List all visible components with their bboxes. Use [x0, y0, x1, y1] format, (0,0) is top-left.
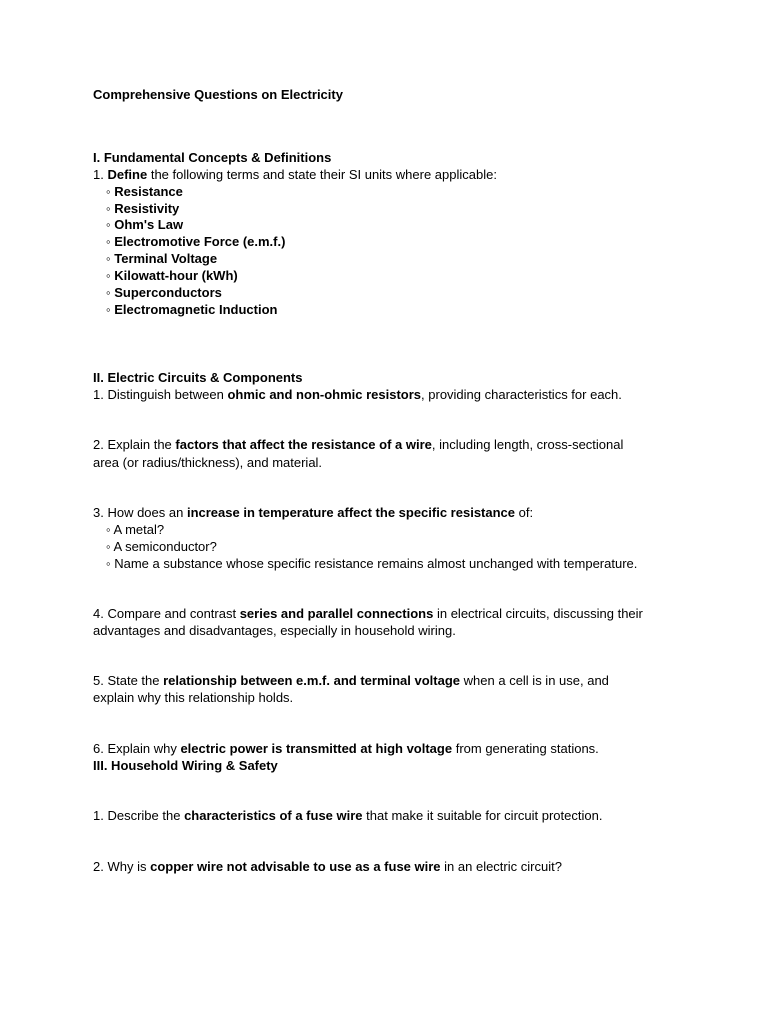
sub-question-item: ◦ A metal?	[106, 522, 165, 537]
section-2-question-4: 4. Compare and contrast series and parallel connections in electrical circuits, discussing their	[93, 606, 643, 621]
section-2-heading: II. Electric Circuits & Components	[93, 370, 303, 385]
section-2-question-5: 5. State the relationship between e.m.f. and terminal voltage when a cell is in use, and	[93, 673, 609, 688]
section-2-question-2-line-2: area (or radius/thickness), and material.	[93, 455, 323, 470]
section-2-question-5-line-2: explain why this relationship holds.	[93, 690, 294, 705]
section-1-question-1: 1. Define the following terms and state their SI units where applicable:	[93, 167, 497, 182]
section-2-question-6: 6. Explain why electric power is transmitted at high voltage from generating stations.	[93, 741, 599, 756]
term-item: ◦ Resistance	[106, 184, 183, 199]
section-2-question-1: 1. Distinguish between ohmic and non-ohmic resistors, providing characteristics for each.	[93, 387, 622, 402]
section-1-heading: I. Fundamental Concepts & Definitions	[93, 150, 332, 165]
term-item: ◦ Ohm's Law	[106, 217, 184, 232]
term-item: ◦ Terminal Voltage	[106, 251, 218, 266]
term-item: ◦ Electromotive Force (e.m.f.)	[106, 234, 286, 249]
term-item: ◦ Kilowatt-hour (kWh)	[106, 268, 238, 283]
section-2-question-4-line-2: advantages and disadvantages, especially in household wiring.	[93, 623, 456, 638]
term-item: ◦ Resistivity	[106, 201, 180, 216]
section-3-question-1: 1. Describe the characteristics of a fuse wire that make it suitable for circuit protection.	[93, 808, 603, 823]
sub-question-item: ◦ A semiconductor?	[106, 539, 217, 554]
section-2-question-2: 2. Explain the factors that affect the resistance of a wire, including length, cross-sectional	[93, 437, 624, 452]
section-3-question-2: 2. Why is copper wire not advisable to use as a fuse wire in an electric circuit?	[93, 859, 562, 874]
term-item: ◦ Superconductors	[106, 285, 222, 300]
sub-question-item: ◦ Name a substance whose specific resistance remains almost unchanged with temperature.	[106, 556, 638, 571]
section-3-heading: III. Household Wiring & Safety	[93, 758, 278, 773]
section-2-question-3: 3. How does an increase in temperature affect the specific resistance of:	[93, 505, 534, 520]
document-title: Comprehensive Questions on Electricity	[93, 87, 343, 102]
term-item: ◦ Electromagnetic Induction	[106, 302, 278, 317]
